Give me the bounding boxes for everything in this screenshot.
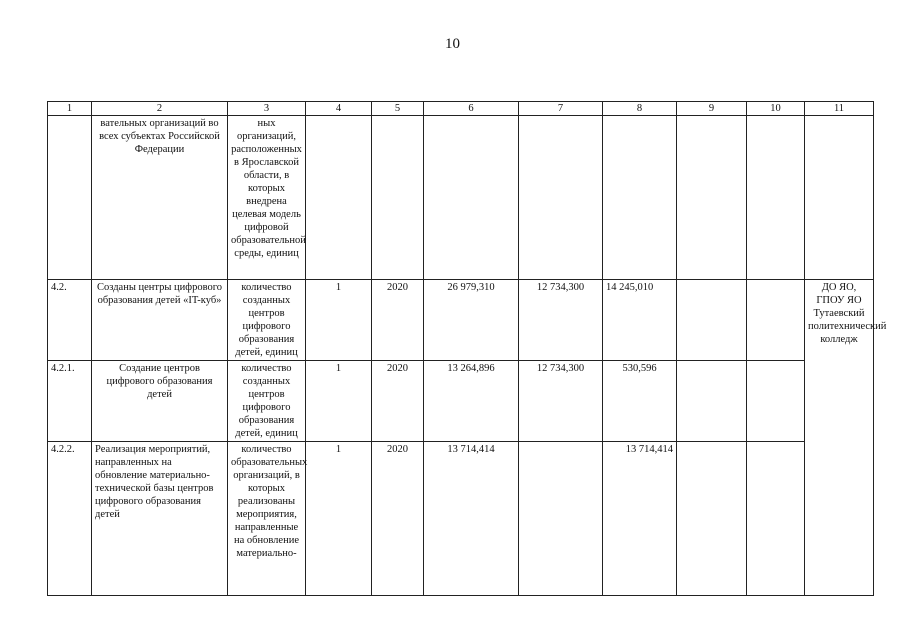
- cell-value: [306, 116, 372, 280]
- page-number: 10: [445, 36, 460, 52]
- cell-col10: [747, 116, 805, 280]
- row-col6: 13 264,896: [424, 361, 519, 442]
- header-cell-6: 6: [424, 102, 519, 116]
- row-name: Создание центров цифрового образования детей: [92, 361, 228, 442]
- row-indicator: количество созданных центров цифрового образования детей, единиц: [228, 280, 306, 361]
- row-year: 2020: [372, 361, 424, 442]
- row-col8: 530,596: [603, 361, 677, 442]
- cell-name: вательных организаций во всех субъектах Российской Федерации: [92, 116, 228, 280]
- header-cell-2: 2: [92, 102, 228, 116]
- row-col8: 14 245,010: [603, 280, 677, 361]
- program-table: [47, 101, 887, 596]
- header-cell-9: 9: [677, 102, 747, 116]
- header-cell-3: 3: [228, 102, 306, 116]
- row-indicator: количество созданных центров цифрового образования детей, единиц: [228, 361, 306, 442]
- row-name: Созданы центры цифрового образования детей «IT-куб»: [92, 280, 228, 361]
- header-cell-10: 10: [747, 102, 805, 116]
- header-cell-11: 11: [805, 102, 874, 116]
- row-col7: 12 734,300: [519, 361, 603, 442]
- executor-cell: ДО ЯО, ГПОУ ЯО Тутаевский политехнический колледж: [805, 280, 874, 596]
- row-value: 1: [306, 442, 372, 596]
- row-value: 1: [306, 280, 372, 361]
- cell-indicator: ных организаций, расположенных в Ярославской области, в которых внедрена целевая модель цифровой образовательной среды, единиц: [228, 116, 306, 280]
- row-number: 4.2.1.: [48, 361, 92, 442]
- header-cell-4: 4: [306, 102, 372, 116]
- row-value: 1: [306, 361, 372, 442]
- table-row: [48, 361, 874, 442]
- table-row-continued: [48, 116, 874, 280]
- row-number: 4.2.2.: [48, 442, 92, 596]
- cell-col9: [677, 116, 747, 280]
- row-col10: [747, 442, 805, 596]
- row-year: 2020: [372, 280, 424, 361]
- cell-col6: [424, 116, 519, 280]
- row-col9: [677, 361, 747, 442]
- row-col7: 12 734,300: [519, 280, 603, 361]
- row-col6: 26 979,310: [424, 280, 519, 361]
- row-col9: [677, 280, 747, 361]
- cell-col11: [805, 116, 874, 280]
- table-row: [48, 442, 874, 596]
- header-cell-1: 1: [48, 102, 92, 116]
- cell-year: [372, 116, 424, 280]
- row-col7: [519, 442, 603, 596]
- row-indicator: количество образовательных организаций, в которых реализованы мероприятия, направленные на обновление материально-: [228, 442, 306, 596]
- cell-col8: [603, 116, 677, 280]
- cell-col7: [519, 116, 603, 280]
- header-cell-7: 7: [519, 102, 603, 116]
- row-col10: [747, 361, 805, 442]
- row-name: Реализация мероприятий, направленных на обновление материально-технической базы центров цифрового образования детей: [92, 442, 228, 596]
- header-row: [48, 102, 874, 116]
- header-cell-5: 5: [372, 102, 424, 116]
- row-number: 4.2.: [48, 280, 92, 361]
- row-col8: 13 714,414: [603, 442, 677, 596]
- row-col6: 13 714,414: [424, 442, 519, 596]
- table-row: [48, 280, 874, 361]
- header-cell-8: 8: [603, 102, 677, 116]
- cell-num: [48, 116, 92, 280]
- row-col10: [747, 280, 805, 361]
- row-col9: [677, 442, 747, 596]
- row-year: 2020: [372, 442, 424, 596]
